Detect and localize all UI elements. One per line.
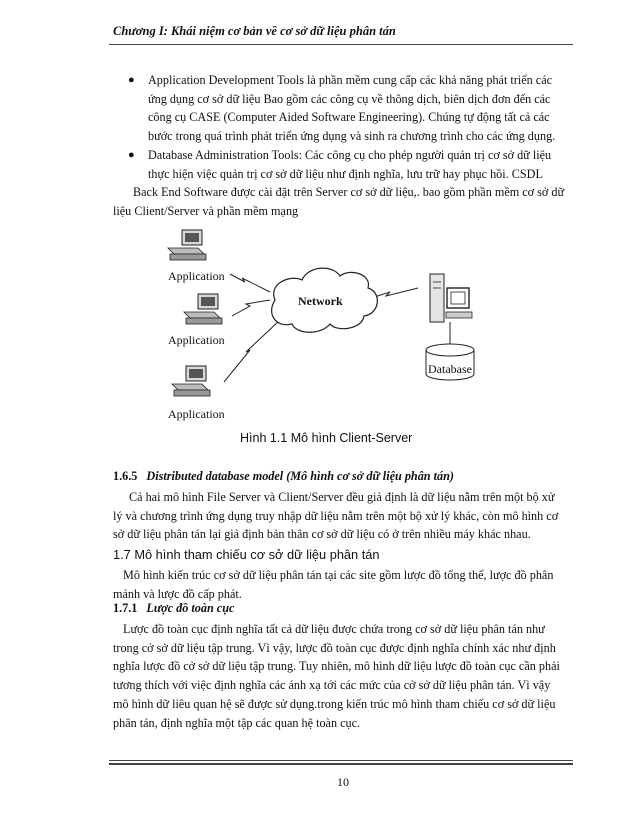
paragraph-line: lý và chương trình ứng dụng truy nhập dữ liệu nằm trên một bộ xử lý khác, còn mô hình cơ xyxy=(113,508,559,523)
paragraph-line: Cả hai mô hình File Server và Client/Server đều giả định là dữ liệu nằm trên một bộ xử xyxy=(129,490,555,504)
bullet-line: bước trong quá trình phát triển ứng dụng và sinh ra chương trình cho các ứng dụng. xyxy=(148,129,556,144)
paragraph-line: Back End Software được cài đặt trên Server cơ sở dữ liệu,. bao gồm phần mềm cơ sở dữ xyxy=(133,185,565,199)
server-computer-icon xyxy=(430,274,472,322)
footer-rule xyxy=(109,760,573,761)
client-server-diagram xyxy=(150,222,490,422)
page-header-title: Chương I: Khái niệm cơ bản về cơ sở dữ liệu phân tán xyxy=(113,24,396,38)
bullet-item xyxy=(128,146,574,183)
paragraph-line: Mô hình kiến trúc cơ sở dữ liệu phân tán tại các site gồm lược đồ tổng thể, lược đồ phân xyxy=(123,568,554,582)
network-link xyxy=(230,274,270,292)
section-1-7-paragraph xyxy=(113,566,573,603)
section-1-6-5-heading xyxy=(113,469,454,484)
bullet-line: ứng dụng cơ sở dữ liệu Bao gồm các công cụ về thông dịch, biên dịch đơn đến các xyxy=(148,91,551,106)
heading-number: 1.6.5 xyxy=(113,469,138,483)
section-1-7-1-paragraph xyxy=(113,620,573,732)
bullet-list xyxy=(128,71,574,183)
page-number: 10 xyxy=(337,775,349,789)
paragraph-line: sở dữ liệu phân tán lại giả định bản thân cơ sở dữ liệu có ở trên nhiều máy khác nhau. xyxy=(113,527,531,542)
paragraph-line: trong cở sở dữ liệu tập trung. Vì vậy, lược đồ toàn cục được định nghĩa chính xác như định xyxy=(113,640,556,655)
footer-rule xyxy=(109,763,573,765)
paragraph-line: mô hình dữ liêu quan hệ sẽ được sử dụng.trong kiến trúc mô hình tham chiếu cơ sở dữ liệu xyxy=(113,696,556,711)
heading-title: Lược đồ toàn cục xyxy=(146,601,235,615)
paragraph-line: phân tán, định nghĩa một tập các quan hệ toàn cục. xyxy=(113,715,361,730)
client-computer-icon xyxy=(184,294,222,324)
section-1-7-heading: 1.7 Mô hình tham chiếu cơ sở dữ liệu phân tán xyxy=(113,547,380,562)
bullet-line: công cụ CASE (Computer Aided Software Engineering). Chúng tự động tất cả các xyxy=(148,110,550,125)
heading-number: 1.7.1 xyxy=(113,601,138,615)
header-rule xyxy=(109,44,573,45)
bullet-item xyxy=(128,71,574,146)
client-label: Application xyxy=(168,333,225,347)
bullet-line: thực hiện việc quản trị cơ sở dữ liệu như định nghĩa, lưu trữ hay phục hồi. CSDL xyxy=(148,166,543,181)
network-label: Network xyxy=(298,294,343,308)
paragraph-line: tương thích với việc định nghĩa các ánh xạ tới các mức của cở sở dữ liệu phân tán. Vì vậy xyxy=(113,678,551,693)
figure-caption: Hình 1.1 Mô hình Client-Server xyxy=(240,431,413,445)
client-computer-icon xyxy=(172,366,210,396)
section-1-7-1-heading xyxy=(113,601,234,616)
paragraph-line: liệu Client/Server và phần mềm mạng xyxy=(113,203,299,218)
paragraph-line: Lược đồ toàn cục định nghĩa tất cả dữ liệu được chứa trong cơ sở dữ liệu phân tán như xyxy=(123,622,545,636)
client-computer-icon xyxy=(168,230,206,260)
paragraph-line: mảnh và lược đồ cấp phát. xyxy=(113,586,242,601)
section-1-6-5-paragraph xyxy=(113,488,573,544)
network-link xyxy=(232,300,270,316)
client-label: Application xyxy=(168,269,225,283)
database-label: Database xyxy=(428,362,472,376)
client-label: Application xyxy=(168,407,225,421)
intro-paragraph xyxy=(113,183,573,220)
heading-title: Distributed database model (Mô hình cơ sở dữ liệu phân tán) xyxy=(146,469,454,483)
bullet-line: Application Development Tools là phần mềm cung cấp các khả năng phát triển các xyxy=(148,73,553,87)
bullet-dot-icon: ● xyxy=(128,74,135,86)
paragraph-line: nghĩa lược đồ cở sở dữ liệu tập trung. Tuy nhiên, mô hình dữ liệu lược đồ toàn cục cần phải xyxy=(113,659,560,674)
bullet-line: Database Administration Tools: Các công cụ cho phép người quản trị cơ sở dữ liệu xyxy=(148,147,552,162)
bullet-dot-icon: ● xyxy=(128,148,135,161)
network-link xyxy=(224,320,280,382)
